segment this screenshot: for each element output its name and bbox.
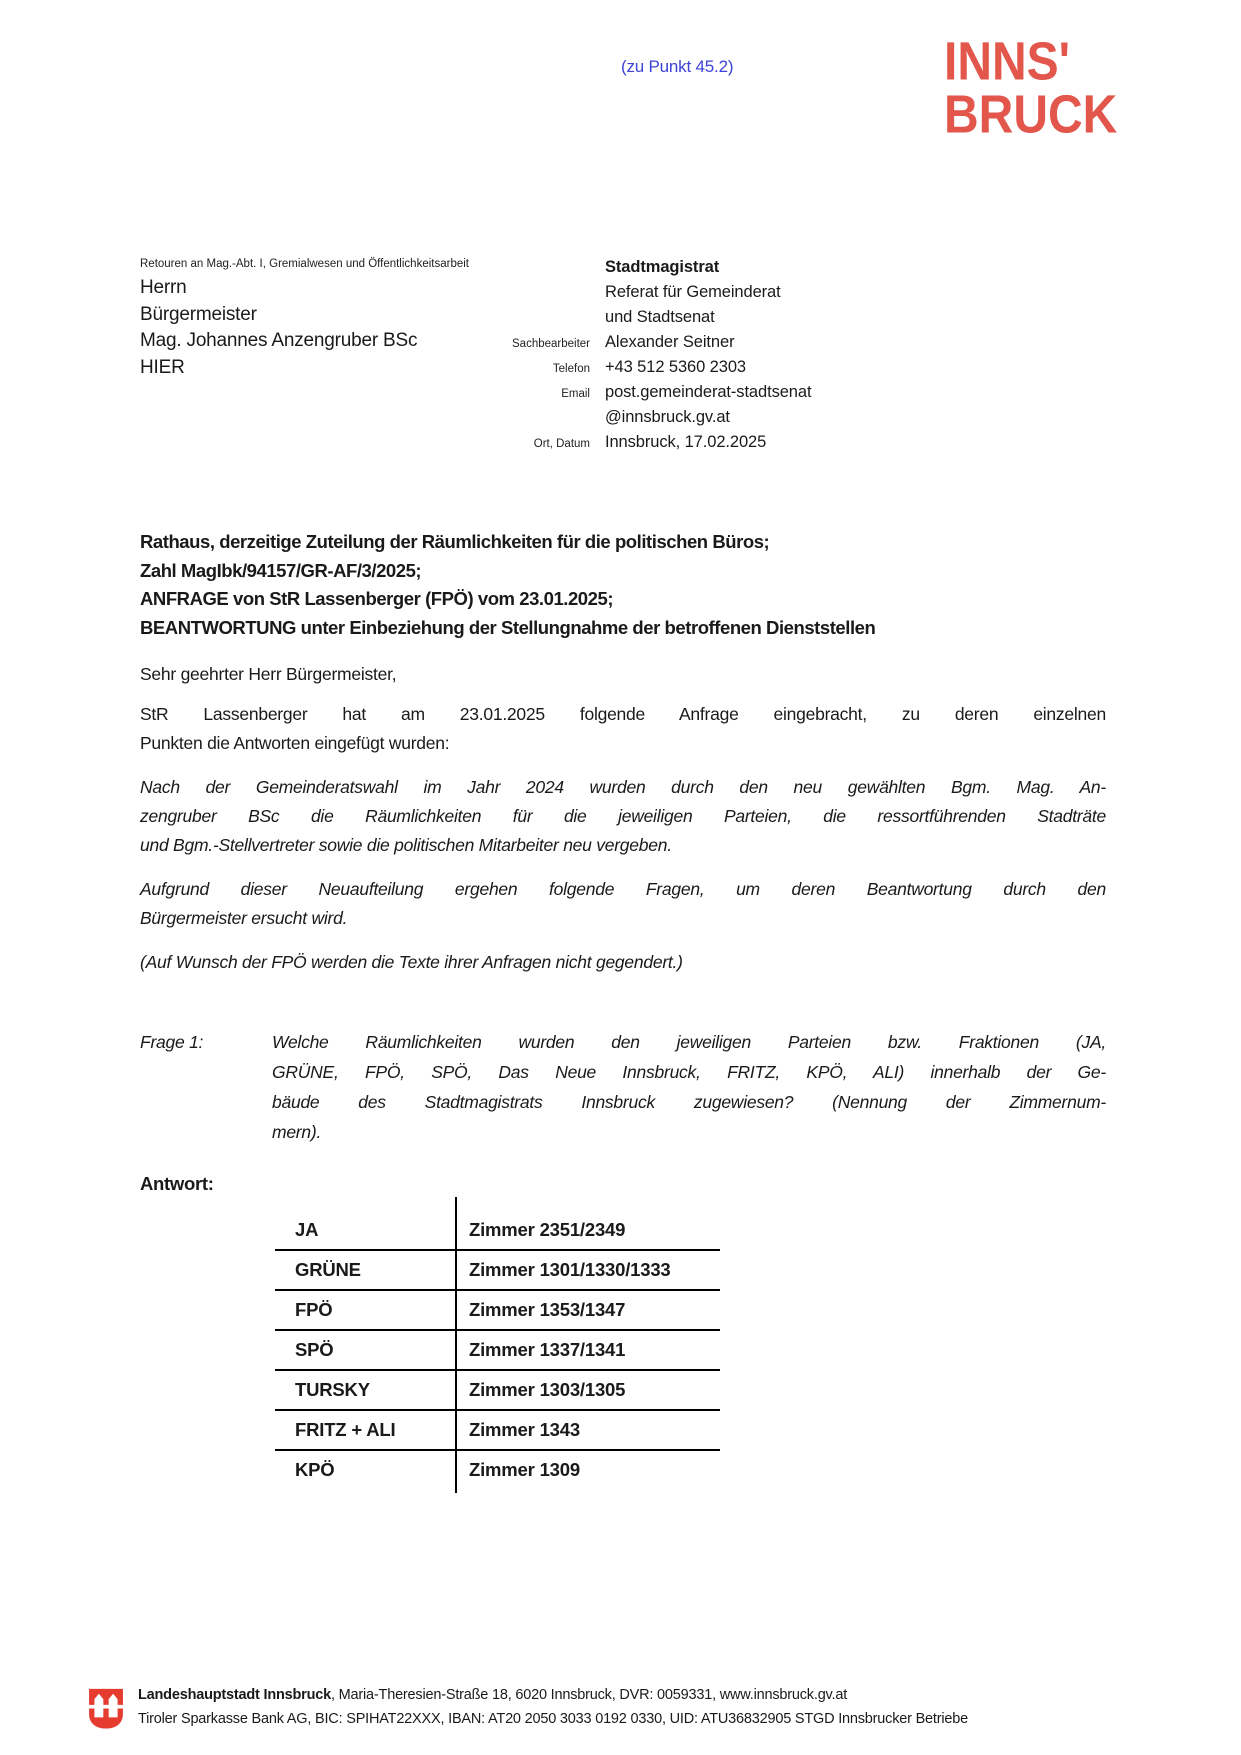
table-cell-rooms: Zimmer 1353/1347: [469, 1299, 626, 1320]
footer-line-2: Tiroler Sparkasse Bank AG, BIC: SPIHAT22XXX, IBAN: AT20 2050 3033 0192 0330, UID: ATU36832905 STGD Innsbrucker Betriebe: [138, 1710, 968, 1727]
reference-note: (zu Punkt 45.2): [621, 57, 734, 76]
table-row: [275, 1251, 720, 1291]
frage-1-block: [140, 1027, 1106, 1147]
table-row: [275, 1411, 720, 1451]
recipient-address-line: HIER: [140, 356, 185, 378]
table-cell-party: JA: [295, 1219, 319, 1240]
letter-body: [140, 528, 1106, 1489]
paragraph-line: (Auf Wunsch der FPÖ werden die Texte ihrer Anfragen nicht gegendert.): [140, 952, 683, 972]
innsbruck-logo: [944, 32, 1118, 145]
contact-row: [420, 283, 811, 308]
table-cell-party: FRITZ + ALI: [295, 1419, 396, 1440]
subject-line: Zahl MagIbk/94157/GR-AF/3/2025;: [140, 559, 422, 581]
table-row: [275, 1451, 720, 1489]
paragraph-line: und Bgm.-Stellvertreter sowie die politischen Mitarbeiter neu vergeben.: [140, 835, 672, 855]
paragraph-line: Aufgrund dieser Neuaufteilung ergehen folgende Fragen, um deren Beantwortung durch den: [140, 879, 1106, 899]
retouren-line: Retouren an Mag.-Abt. I, Gremialwesen und Öffentlichkeitsarbeit: [140, 258, 469, 270]
paragraph-line: StR Lassenberger hat am 23.01.2025 folgende Anfrage eingebracht, zu deren einzelnen: [140, 704, 1106, 724]
table-cell-rooms: Zimmer 1343: [469, 1419, 580, 1440]
table-row: [275, 1211, 720, 1251]
table-column-divider: [455, 1197, 457, 1493]
frage-1-text: [272, 1027, 1106, 1147]
contact-row-value: +43 512 5360 2303: [605, 358, 746, 376]
contact-row-label: Email: [561, 388, 590, 400]
table-cell-party: TURSKY: [295, 1379, 370, 1400]
intro-paragraph: [140, 700, 1106, 758]
table-cell-party: GRÜNE: [295, 1259, 361, 1280]
antwort-label: Antwort:: [140, 1173, 214, 1194]
frage-line: Welche Räumlichkeiten wurden den jeweiligen Parteien bzw. Fraktionen (JA,: [272, 1032, 1106, 1052]
quoted-paragraph-1: [140, 773, 1106, 860]
paragraph-line: Punkten die Antworten eingefügt wurden:: [140, 733, 450, 753]
contact-row-value: und Stadtsenat: [605, 308, 715, 326]
quoted-paragraph-3: [140, 948, 1106, 977]
contact-row: [420, 383, 811, 408]
table-cell-rooms: Zimmer 1303/1305: [469, 1379, 626, 1400]
contact-row-value: Referat für Gemeinderat: [605, 283, 781, 301]
table-cell-rooms: Zimmer 1301/1330/1333: [469, 1259, 671, 1280]
contact-row: [420, 258, 811, 283]
paragraph-line: Bürgermeister ersucht wird.: [140, 908, 348, 928]
table-cell-party: KPÖ: [295, 1459, 335, 1480]
table-row: [275, 1331, 720, 1371]
table-row: [275, 1371, 720, 1411]
paragraph-line: zengruber BSc die Räumlichkeiten für die jeweiligen Parteien, die ressortführenden Stadträte: [140, 806, 1106, 826]
contact-row-value: post.gemeinderat-stadtsenat: [605, 383, 812, 401]
footer-text: [138, 1684, 968, 1734]
paragraph-line: Nach der Gemeinderatswahl im Jahr 2024 wurden durch den neu gewählten Bgm. Mag. An-: [140, 777, 1106, 797]
innsbruck-crest-icon: [88, 1684, 126, 1734]
table-cell-rooms: Zimmer 1337/1341: [469, 1339, 626, 1360]
contact-row-label: Ort, Datum: [533, 438, 590, 450]
innsbruck-logo-line1: INNS': [944, 32, 1071, 92]
contact-row: [420, 433, 811, 458]
table-cell-rooms: Zimmer 2351/2349: [469, 1219, 626, 1240]
contact-row-value: Stadtmagistrat: [605, 258, 720, 276]
table-cell-party: FPÖ: [295, 1299, 333, 1320]
footer-city-name: Landeshauptstadt Innsbruck: [138, 1687, 331, 1703]
contact-row: [420, 408, 811, 433]
contact-row-label: Sachbearbeiter: [512, 338, 590, 350]
sender-contact-block: [420, 258, 811, 458]
frage-1-label: Frage 1:: [140, 1032, 204, 1052]
table-cell-party: SPÖ: [295, 1339, 334, 1360]
contact-row-value: Innsbruck, 17.02.2025: [605, 433, 767, 451]
footer-address: , Maria-Theresien-Straße 18, 6020 Innsbruck, DVR: 0059331, www.innsbruck.gv.at: [331, 1687, 848, 1703]
table-cell-rooms: Zimmer 1309: [469, 1459, 580, 1480]
contact-row-value: @innsbruck.gv.at: [605, 408, 730, 426]
recipient-address-line: Herrn: [140, 277, 187, 298]
room-assignment-table: [275, 1211, 720, 1489]
recipient-address-line: Mag. Johannes Anzengruber BSc: [140, 330, 418, 351]
frage-line: GRÜNE, FPÖ, SPÖ, Das Neue Innsbruck, FRITZ, KPÖ, ALI) innerhalb der Ge-: [272, 1062, 1106, 1082]
subject-line: ANFRAGE von StR Lassenberger (FPÖ) vom 23.01.2025;: [140, 588, 614, 609]
table-row: [275, 1291, 720, 1331]
contact-row-value: Alexander Seitner: [605, 333, 735, 351]
recipient-address-line: Bürgermeister: [140, 303, 257, 325]
contact-row: [420, 308, 811, 333]
quoted-paragraph-2: [140, 875, 1106, 933]
contact-row: [420, 358, 811, 383]
contact-row: [420, 333, 811, 358]
subject-line: Rathaus, derzeitige Zuteilung der Räumlichkeiten für die politischen Büros;: [140, 531, 770, 552]
subject-line: BEANTWORTUNG unter Einbeziehung der Stellungnahme der betroffenen Dienststellen: [140, 616, 876, 638]
subject-block: [140, 528, 1106, 642]
footer: [88, 1684, 968, 1734]
innsbruck-logo-line2: BRUCK: [944, 85, 1118, 145]
contact-row-label: Telefon: [552, 363, 590, 375]
frage-line: mern).: [272, 1122, 322, 1142]
frage-line: bäude des Stadtmagistrats Innsbruck zugewiesen? (Nennung der Zimmernum-: [272, 1092, 1106, 1112]
salutation: Sehr geehrter Herr Bürgermeister,: [140, 664, 397, 684]
footer-line-1: [138, 1684, 968, 1708]
